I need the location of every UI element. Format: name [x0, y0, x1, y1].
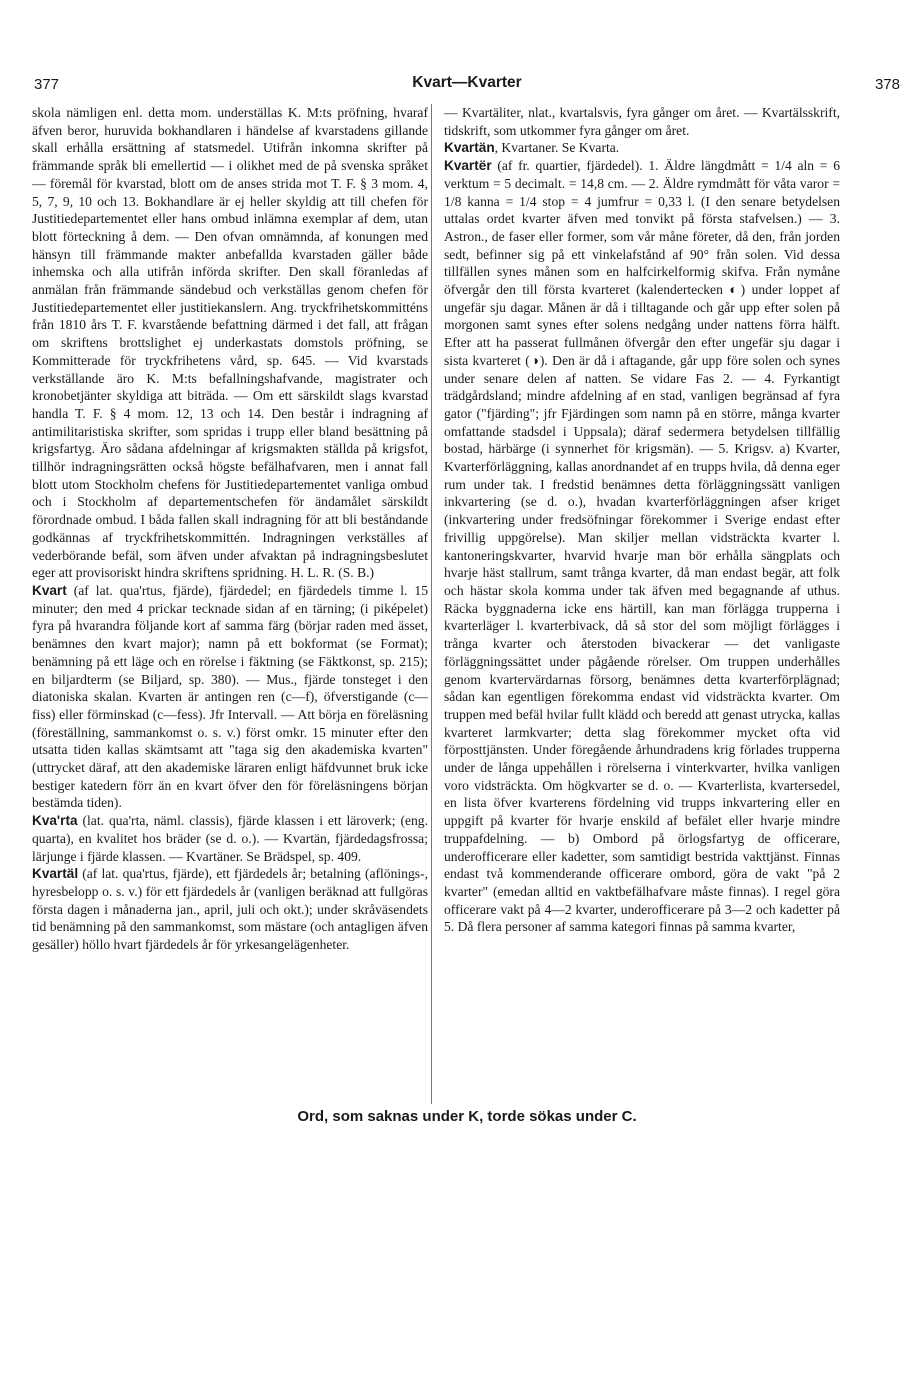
entry-paragraph	[32, 104, 428, 582]
entry-headword: Kvartän	[444, 140, 495, 156]
entry-text: (af lat. qua'rtus, fjärde), fjärdedel; en fjärdedels timme l. 15 minuter; den med 4 prickar tecknade sidan af en tärning; (i piképelet) fyra på hvarandra följande kort af samma färg (börjar raden med ässet, benämnes den kvart major); namn på ett bokformat (se Format); benämning på ett läge och en rörelse i fäktning (se Fäktkonst, sp. 215); en biljardterm (se Biljard, sp. 380). — Mus., fjärde tonsteget i den diatoniska skalan. Kvarten är antingen ren (c—f), öfverstigande (c—fiss) eller förminskad (c—fess). Jfr Intervall. — Att börja en föreläsning (föreställning, sammankomst o. s. v.) först omkr. 15 minuter efter den utsatta tiden kallas skämtsamt att "taga sig den akademiska kvarten" (uttrycket däraf, att den akademiske läraren enligt häfdvunnet bruk icke bestiger katedern förr än en kvart öfver den för föreläsningens början bestämda tiden).	[32, 582, 428, 811]
running-head: Kvart—Kvarter	[412, 74, 522, 91]
page-footer-note: Ord, som saknas under K, torde sökas under C.	[297, 1108, 637, 1125]
entry-text: (af fr. quartier, fjärdedel). 1. Äldre längdmått = 1/4 aln = 6 verktum = 5 decimalt. = 14,8 cm. — 2. Äldre rymdmått för våta varor = 1/8 kanna = 1/4 stop = 4 jumfrur = 0,33 l. (I den senare betydelsen uttalas ordet kvarter äfven med tonvikt på första stafvelsen.) — 3. Astron., de faser eller former, som vår måne företer, då den, från jorden sedt, befinner sig på ett vinkelafstånd af 90° från solen. Vid dessa tillfällen synes månen som en halfcirkelformig skifva. Från nymåne öfvergår den till första kvarteret (kalendertecken ◐) under loppet af ungefär sju dagar. Månen är då i tilltagande och går upp efter solen på morgonen samt synes efter solens nedgång under nattens förra hälft. Efter att ha passerat fullmånen öfvergår den efter ungefär sju dagar i sista kvarteret (◑). Den är då i aftagande, går upp före solen och synes under senare delen af natten. Se vidare Fas 2. — 4. Fyrkantigt trädgårdsland; mindre afdelning af en stad, vanligen begränsad af fyra gator ("fjärding"; jfr Fjärdingen som namn på en större, många kvarter omfattande stadsdel i Uppsala); däraf sedermera betydelsen tillfällig bostad, härbärge (i synnerhet för krigsmän). — 5. Krigsv. a) Kvarter, Kvarterförläggning, kallas anordnandet af en trupps hvila, då denna eger rum under tak. I fredstid benämnes detta förläggningssätt vanligen inkvartering (se d. o.), hvadan kvarterförläggningen afser kriget (inkvartering under fredsöfningar förekommer i Sverige endast efter frivillig uppgörelse). Man skiljer mellan vidsträckta kvarter l. kantoneringskvarter, hvarvid hvarje man bör erhålla sängplats och hvarje häst stallrum, samt trånga kvarter, då man endast begär, att folk och hästar skola komma under tak äfven med begagnande af uthus. Räcka byggnaderna icke ens härtill, kan man förlägga trupperna i kvarterläger l. kvarterbivack, då så stor del som möjligt förlägges i trånga kvarter och återstoden bivackerar — det vanligaste förläggningssättet under pågående rörelser. Om truppen underhålles genom kvartervärdarnas försorg, benämnes detta kvarterförplägnad; sådan kan egentligen förekomma endast vid vidsträckta kvarter. Om truppen med befäl hvilar fullt klädd och beredd att genast utrycka, kallas kvarteret larmkvarter; detta slag förekommer mycket ofta vid förposttjänsten. Under föregående århundradens krig förlades trupperna under de långa uppehållen i rörelserna i vinterkvarter, hvilka vanligen voro vidsträckta. Om högkvarter se d. o. — Kvarterlista, kvartersedel, en lista öfver kvarterens fördelning vid trupps inkvartering eller en uppgift på kvarter för hvarje enskild af befälet eller hvarje mindre truppafdelning. — b) Ombord på örlogsfartyg de officerare, underofficerare eller kadetter, som samtidigt bestrida vakttjänst. Finnas endast två kommenderande officerare ombord, göra de vakt "på 2 kvarter" (emedan alltid en vaktbefälhafvare måste finnas). I regel göra officerare vakt på 4—2 kvarter, underofficerare på 3—2 och kadetter på 5. Då flera personer af samma kategori finnas på samma kvarter,	[444, 158, 840, 935]
entry-paragraph	[32, 582, 428, 812]
entry-headword: Kvartër	[444, 158, 492, 174]
entry-text: skola nämligen enl. detta mom. underställas K. M:ts pröfning, hvaraf äfven beror, huruvida bokhandlaren i händelse af kvarstadens gillande skall erhålla ersättning af statsmedel. Utifrån inkomna skrifter på främmande språk bli emellertid — i olikhet med de på svenska språket — föremål för kvarstad, blott om de anses strida mot T. F. § 3 mom. 4, 5, 7, 9, 10 och 13. Bokhandlare är ej heller skyldig att till chefen för Justitiedepartementet eller hans ombud inlämna exemplar af dem, utan blott förteckning å dem. — Den ofvan omnämnda, af konungen med hänsyn till främmande makter anbefallda kvarstaden gäller både inhemska och alla utifrån införda skrifter. Den skall föranledas af anmälan från främmande sändebud och verkställas genom chefen för Justitiedepartementet eller justitiekanslern. Ang. tryckfrihetskommitténs från 1810 års T. F. kvarstående befattning därmed i det fall, att frågan om skriftens brottslighet ej underkastats domstols pröfning, se Kommitterade för tryckfrihetens vård, sp. 645. — Vid kvarstads verkställande äro K. M:ts befallningshafvande, magistrater och kronobetjänter skyldiga att biträda. — Om ett särskildt slags kvarstad handla T. F. § 4 mom. 12, 13 och 14. Den består i indragning af antimilitaristiska skrifter, som spridas i trupp eller bland besättning på krigsfartyg. Äro sådana afdelningar af krigsmakten ställda på krigsfot, tillhör indragningsrätten också högste befälhafvaren, men i annat fall blott utom Stockholm chefens för Justitiedepartementet vanliga ombud och i Stockholm af departementschefen för ändamålet särskildt förordnade ombud. I båda fallen skall indragning för att bli beståndande godkännas af tryckfrihetskommittén. Indragningen verkställes af vederbörande befäl, som äfven under afvaktan på indragningsbeslutet eger att provisoriskt hindra skriftens spridning. H. L. R. (S. B.)	[32, 105, 428, 581]
right-column	[444, 104, 840, 1106]
entry-paragraph	[444, 104, 840, 139]
left-column	[32, 104, 428, 1106]
entry-headword: Kva'rta	[32, 813, 78, 829]
entry-headword: Kvart	[32, 582, 67, 598]
entry-paragraph	[444, 157, 840, 936]
entry-headword: Kvartäl	[32, 866, 79, 882]
entry-text: (lat. qua'rta, näml. classis), fjärde klassen i ett läroverk; (eng. quarta), en kvalitet hos bräder (se d. o.). — Kvartän, fjärdedagsfrossa; lärjunge i fjärde klassen. — Kvartäner. Se Brädspel, sp. 409.	[32, 813, 428, 864]
entry-paragraph	[32, 865, 428, 954]
entry-text: — Kvartäliter, nlat., kvartalsvis, fyra gånger om året. — Kvartälsskrift, tidskrift, som utkommer fyra gånger om året.	[444, 105, 840, 138]
right-page-number: 378	[874, 76, 900, 93]
entry-text: , Kvartaner. Se Kvarta.	[494, 140, 620, 156]
entry-text: (af lat. qua'rtus, fjärde), ett fjärdedels år; betalning (aflönings-, hyresbelopp o. s. v.) för ett fjärdedels år (vanligen beräknad att fullgöras första dagen i månaderna jan., april, juli och okt.); under skråväsendets tid benämning på den sammankomst, som mästare (och antagligen äfven gesäller) höllo hvart fjärdedels år för yrkesangelägenheter.	[32, 866, 428, 953]
entry-paragraph	[32, 812, 428, 865]
column-divider	[431, 104, 432, 1104]
entry-paragraph	[444, 139, 840, 157]
page-header	[32, 74, 902, 98]
left-page-number: 377	[34, 76, 60, 93]
